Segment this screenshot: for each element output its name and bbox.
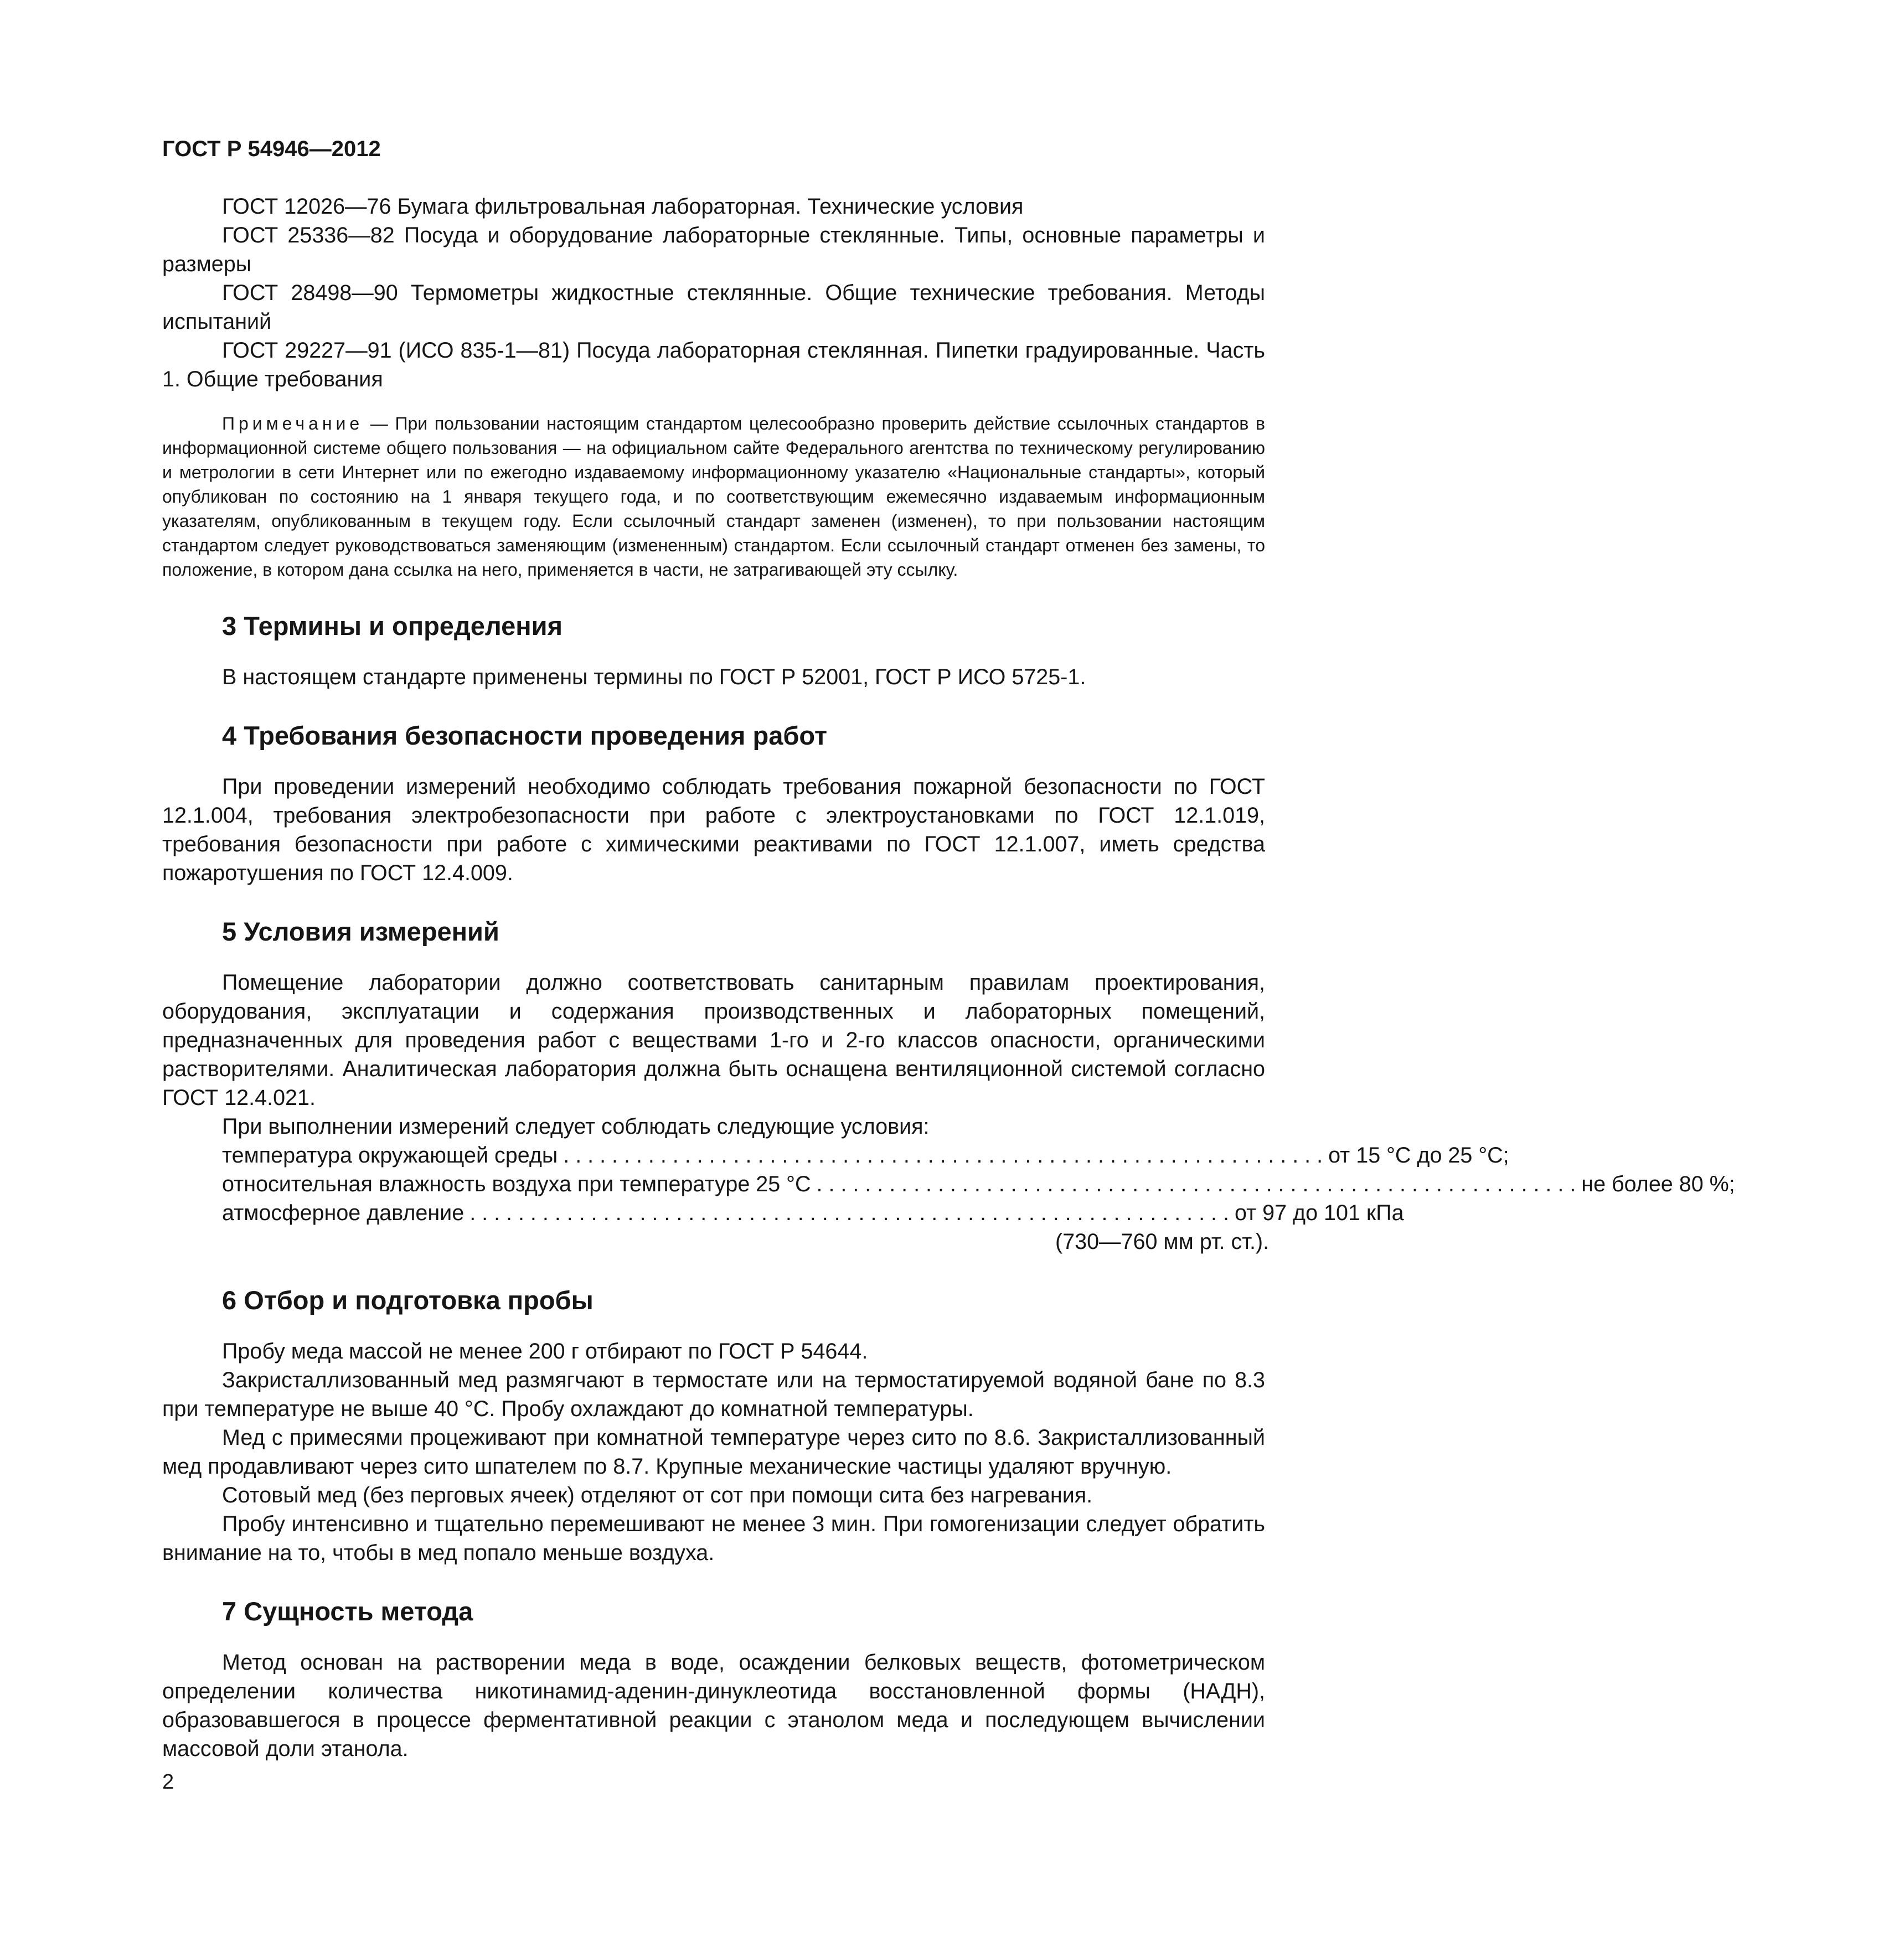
note-block [162, 411, 1265, 582]
section-6-paragraph: Мед с примесями процеживают при комнатной температуре через сито по 8.6. Закристаллизованный мед продавливают через сито шпателем по 8.7. Крупные механические частицы удаляют вручную. [162, 1425, 1265, 1479]
section-6-title: 6 Отбор и подготовка пробы [222, 1285, 594, 1315]
page-number: 2 [162, 1770, 174, 1794]
section-3-title: 3 Термины и определения [222, 611, 563, 641]
condition-value: не более 80 %; [1581, 1172, 1735, 1196]
section-6 [162, 1284, 1265, 1567]
dot-leader: . . . . . . . . . . . . . . . . . . . . . . . . . . . . . . . . . . . . . . . . . . . . . . . . . . . . . . . . . . . . . . . [816, 1172, 1576, 1196]
reference-item: ГОСТ 29227—91 (ИСО 835-1—81) Посуда лабораторная стеклянная. Пипетки градуированные. Часть 1. Общие требования [162, 338, 1265, 391]
section-4-title: 4 Требования безопасности проведения работ [222, 721, 827, 750]
section-6-paragraph: Закристаллизованный мед размягчают в термостате или на термостатируемой водяной бане по 8.3 при температуре не выше 40 °С. Пробу охлаждают до комнатной температуры. [162, 1368, 1265, 1421]
reference-item: ГОСТ 28498—90 Термометры жидкостные стеклянные. Общие технические требования. Методы испытаний [162, 281, 1265, 334]
section-7 [162, 1595, 1265, 1763]
note-label: Примечание [222, 414, 364, 433]
section-6-paragraph: Пробу интенсивно и тщательно перемешивают не менее 3 мин. При гомогенизации следует обратить внимание на то, чтобы в мед попало меньше воздуха. [162, 1512, 1265, 1565]
condition-row [222, 1141, 1509, 1170]
condition-label: атмосферное давление [222, 1201, 465, 1225]
condition-value: от 15 °С до 25 °С; [1328, 1143, 1509, 1168]
condition-value: от 97 до 101 кПа [1234, 1201, 1404, 1225]
pressure-note: (730—760 мм рт. ст.). [1055, 1230, 1270, 1254]
section-5-paragraph: При выполнении измерений следует соблюдать следующие условия: [222, 1114, 930, 1139]
note-text: — При пользовании настоящим стандартом целесообразно проверить действие ссылочных стандартов в информационной системе общего пользования — на официальном сайте Федерального агентства по техническому регулированию и метрологии в сети Интернет или по ежегодно издаваемому информационному указателю «Национальные стандарты», который опубликован по состоянию на 1 января текущего года, и по соответствующим ежемесячно издаваемым информационным указателям, опубликованным в текущем году. Если ссылочный стандарт заменен (изменен), то при пользовании настоящим стандартом следует руководствоваться заменяющим (измененным) стандартом. Если ссылочный стандарт отменен без замены, то положение, в котором дана ссылка на него, применяется в части, не затрагивающей эту ссылку. [162, 414, 1265, 580]
condition-row [222, 1170, 1735, 1199]
section-7-paragraph: Метод основан на растворении меда в воде, осаждении белковых веществ, фотометрическом определении количества никотинамид-аденин-динуклеотида восстановленной формы (НАДН), образовавшегося в процессе ферментативной реакции с этанолом меда и последующем вычислении массовой доли этанола. [162, 1650, 1265, 1761]
section-5-paragraph: Помещение лаборатории должно соответствовать санитарным правилам проектирования, оборудования, эксплуатации и содержания производственных и лабораторных помещений, предназначенных для проведения работ с веществами 1-го и 2-го классов опасности, органическими растворителями. Аналитическая лаборатория должна быть оснащена вентиляционной системой согласно ГОСТ 12.4.021. [162, 970, 1265, 1110]
conditions-list [162, 1141, 1735, 1256]
condition-label: температура окружающей среды [222, 1143, 558, 1168]
section-4 [162, 719, 1265, 887]
document-code: ГОСТ Р 54946—2012 [162, 137, 381, 161]
section-5 [162, 915, 1735, 1256]
section-6-paragraph: Пробу меда массой не менее 200 г отбирают по ГОСТ Р 54644. [222, 1339, 868, 1363]
normative-references-list [162, 192, 1265, 394]
condition-row [222, 1199, 1404, 1227]
section-7-title: 7 Сущность метода [222, 1597, 473, 1626]
reference-item: ГОСТ 12026—76 Бумага фильтровальная лабораторная. Технические условия [222, 194, 1024, 219]
reference-item: ГОСТ 25336—82 Посуда и оборудование лабораторные стеклянные. Типы, основные параметры и размеры [162, 223, 1265, 276]
page-content [162, 136, 1735, 1763]
section-3-paragraph: В настоящем стандарте применены термины по ГОСТ Р 52001, ГОСТ Р ИСО 5725-1. [222, 665, 1086, 689]
section-5-title: 5 Условия измерений [222, 917, 499, 946]
condition-label: относительная влажность воздуха при температуре 25 °С [222, 1172, 811, 1196]
note-paragraph [162, 411, 1265, 582]
dot-leader: . . . . . . . . . . . . . . . . . . . . . . . . . . . . . . . . . . . . . . . . . . . . . . . . . . . . . . . . . . . . . . . [469, 1201, 1229, 1225]
section-3 [162, 610, 1265, 691]
section-6-paragraph: Сотовый мед (без перговых ячеек) отделяют от сот при помощи сита без нагревания. [222, 1483, 1093, 1507]
dot-leader: . . . . . . . . . . . . . . . . . . . . . . . . . . . . . . . . . . . . . . . . . . . . . . . . . . . . . . . . . . . . . . . [563, 1143, 1323, 1168]
section-4-paragraph: При проведении измерений необходимо соблюдать требования пожарной безопасности по ГОСТ 12.1.004, требования электробезопасности при работе с электроустановками по ГОСТ 12.1.019, требования безопасности при работе с химическими реактивами по ГОСТ 12.1.007, иметь средства пожаротушения по ГОСТ 12.4.009. [162, 774, 1265, 885]
